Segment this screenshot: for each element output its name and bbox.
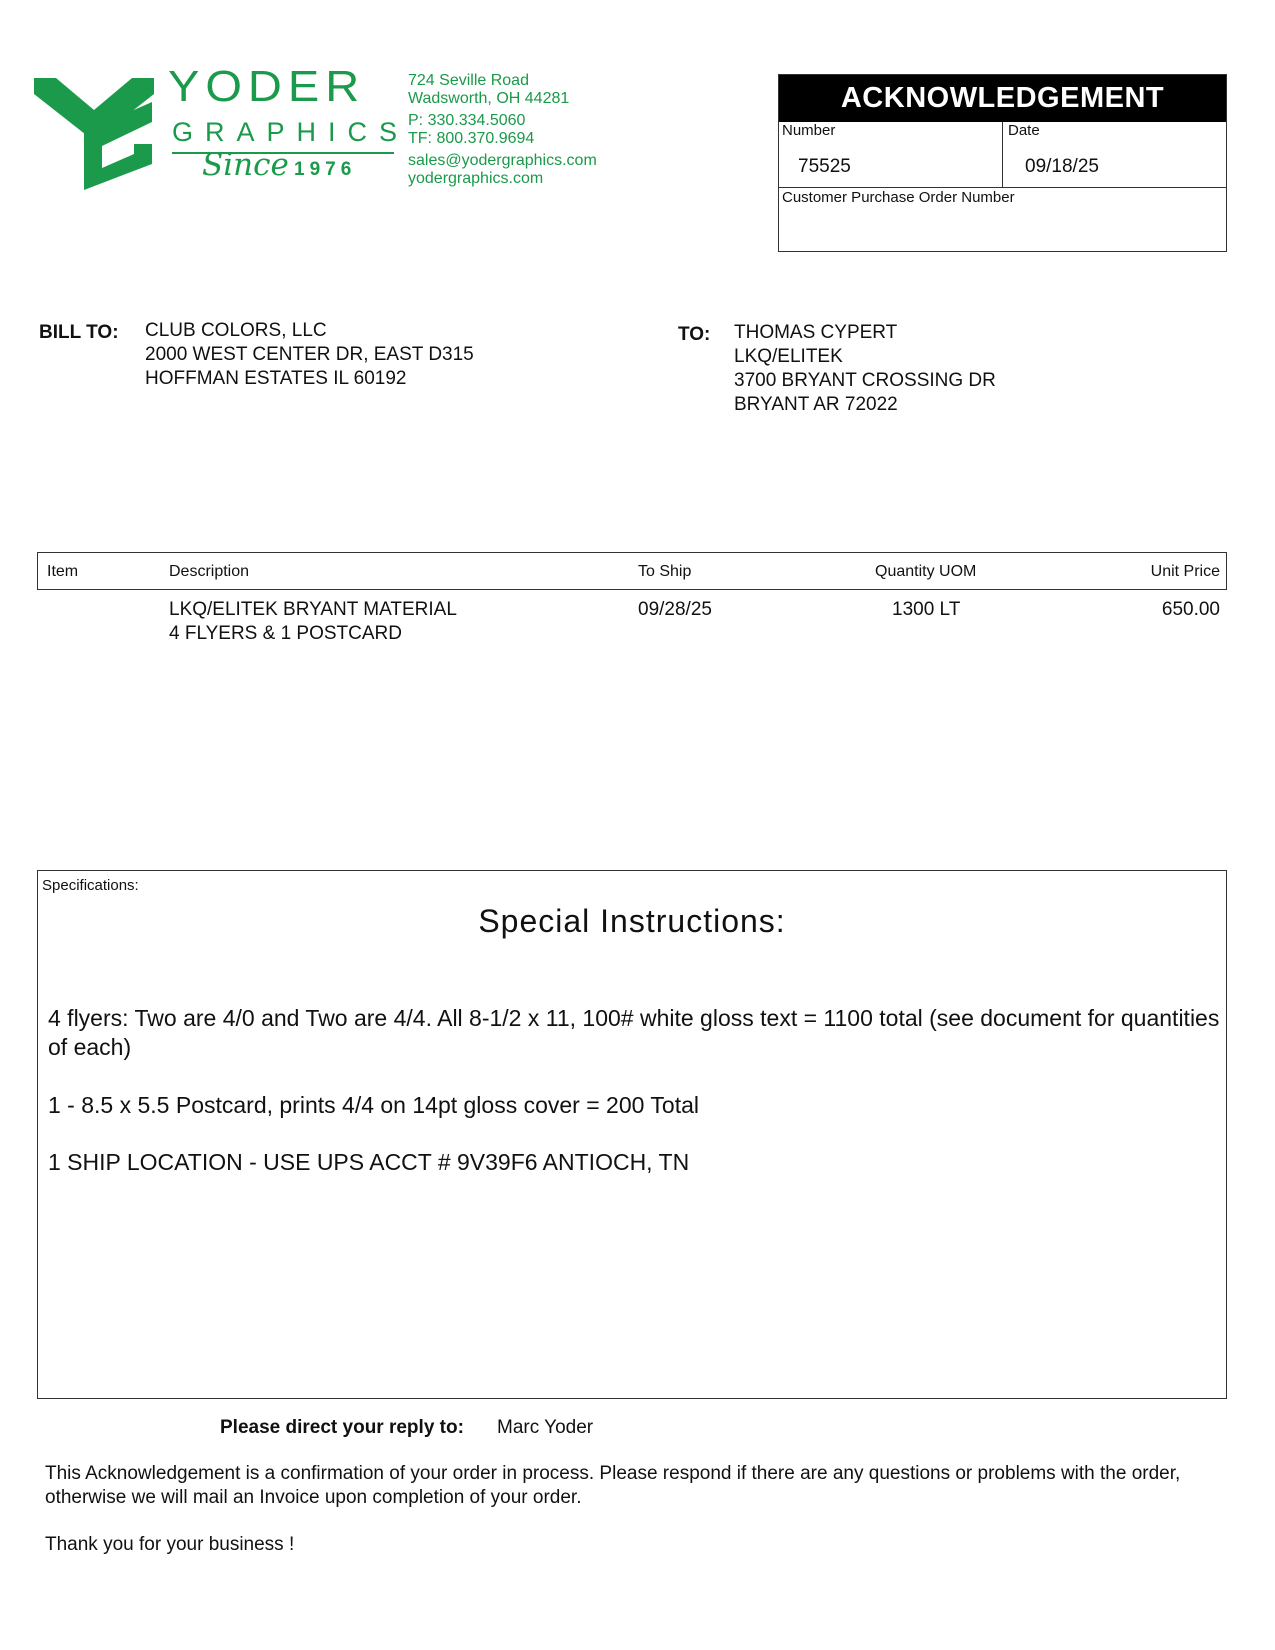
divider xyxy=(778,187,1227,188)
special-instructions-title: Special Instructions: xyxy=(478,903,786,939)
column-header-description: Description xyxy=(169,563,250,580)
reply-to-label: Please direct your reply to: xyxy=(220,1417,464,1438)
row-to-ship: 09/28/25 xyxy=(638,599,712,620)
address-line: HOFFMAN ESTATES IL 60192 xyxy=(145,368,407,389)
row-quantity-uom: 1300 LT xyxy=(892,599,961,620)
ship-to-address xyxy=(734,321,996,417)
date-label: Date xyxy=(1008,122,1040,139)
company-address-line-1: 724 Seville Road xyxy=(408,72,529,89)
po-number-label: Customer Purchase Order Number xyxy=(782,189,1015,206)
yoder-logo-mark xyxy=(34,72,154,192)
column-header-unit-price: Unit Price xyxy=(1150,563,1220,580)
company-website[interactable]: yodergraphics.com xyxy=(408,170,544,187)
description-line: LKQ/ELITEK BRYANT MATERIAL xyxy=(169,599,457,620)
logo-year: 1976 xyxy=(294,159,357,180)
logo-since: Since xyxy=(202,147,289,183)
column-header-item: Item xyxy=(47,563,79,580)
bill-to-label: BILL TO: xyxy=(39,322,119,343)
bill-to-address xyxy=(145,319,474,391)
instruction-line: 4 flyers: Two are 4/0 and Two are 4/4. All 8-1/2 x 11, 100# white gloss text = 1100 total (see document for quantities of each) xyxy=(48,1005,1220,1060)
address-line: BRYANT AR 72022 xyxy=(734,394,898,415)
company-phone: P: 330.334.5060 xyxy=(408,112,526,129)
specifications-box xyxy=(37,870,1227,1399)
address-line: 3700 BRYANT CROSSING DR xyxy=(734,370,996,391)
ship-to-label: TO: xyxy=(678,324,711,345)
thank-you-message: Thank you for your business ! xyxy=(45,1534,295,1555)
address-line: 2000 WEST CENTER DR, EAST D315 xyxy=(145,344,474,365)
logo-wordmark: YODER xyxy=(168,61,366,110)
address-line: LKQ/ELITEK xyxy=(734,346,843,367)
instruction-line: 1 - 8.5 x 5.5 Postcard, prints 4/4 on 14pt gloss cover = 200 Total xyxy=(48,1092,699,1118)
order-date: 09/18/25 xyxy=(1025,156,1099,177)
table-row xyxy=(0,598,1275,650)
company-email[interactable]: sales@yodergraphics.com xyxy=(408,152,597,169)
acknowledgement-title: ACKNOWLEDGEMENT xyxy=(779,75,1226,122)
instruction-line: 1 SHIP LOCATION - USE UPS ACCT # 9V39F6 ANTIOCH, TN xyxy=(48,1149,690,1175)
row-description xyxy=(169,598,457,646)
number-label: Number xyxy=(782,122,836,139)
order-number: 75525 xyxy=(798,156,851,177)
confirmation-message: This Acknowledgement is a confirmation of your order in process. Please respond if there are any questions or problems with the order, otherwise we will mail an Invoice upon completion of your order. xyxy=(45,1463,1181,1508)
logo-subtitle: GRAPHICS xyxy=(172,117,410,147)
row-unit-price: 650.00 xyxy=(1161,599,1220,620)
reply-to-name: Marc Yoder xyxy=(497,1417,594,1438)
divider xyxy=(1002,122,1003,187)
column-header-to-ship: To Ship xyxy=(638,563,692,580)
column-header-quantity-uom: Quantity UOM xyxy=(875,563,977,580)
address-line: THOMAS CYPERT xyxy=(734,322,898,343)
company-address-line-2: Wadsworth, OH 44281 xyxy=(408,90,570,107)
company-tollfree: TF: 800.370.9694 xyxy=(408,130,535,147)
specifications-label: Specifications: xyxy=(42,877,139,894)
address-line: CLUB COLORS, LLC xyxy=(145,320,327,341)
description-line: 4 FLYERS & 1 POSTCARD xyxy=(169,623,402,644)
